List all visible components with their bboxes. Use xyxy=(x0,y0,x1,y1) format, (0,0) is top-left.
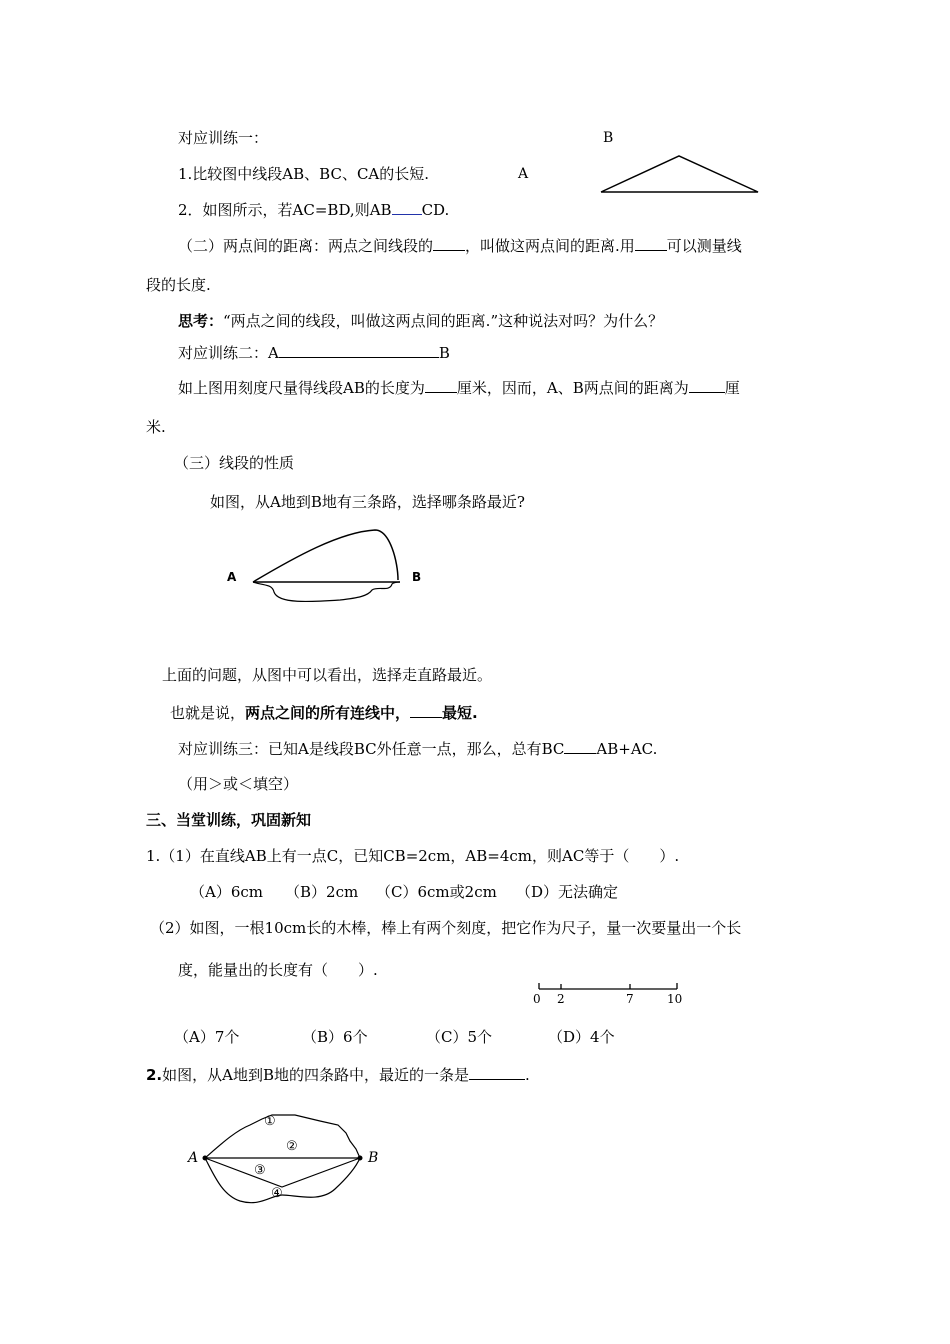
q2-text: 如图，从A地到B地的四条路中，最近的一条是 xyxy=(162,1066,469,1084)
triangle-figure xyxy=(600,154,760,196)
drill2-text-post: B xyxy=(438,344,450,362)
property-answer: 上面的问题，从图中可以看出，选择走直路最近。 xyxy=(162,666,493,684)
distance-text-b: ，叫做这两点间的距离.用 xyxy=(465,237,635,255)
drill3-hint: （用＞或＜填空） xyxy=(178,775,299,793)
conclusion-bold-a: 两点之间的所有连线中， xyxy=(245,704,411,722)
practice-q1-2-option-b[interactable]: （B）6个 xyxy=(302,1028,368,1046)
property-question: 如图，从A地到B地有三条路，选择哪条路最近? xyxy=(210,493,525,511)
q2-number: 2. xyxy=(146,1066,163,1084)
practice-q1-2-option-c[interactable]: （C）5个 xyxy=(426,1028,493,1046)
distance-blank-2[interactable] xyxy=(635,236,667,251)
ruler-tick-0: 0 xyxy=(533,992,541,1006)
road-4-label: ④ xyxy=(271,1186,283,1201)
q2-blank[interactable] xyxy=(469,1065,525,1080)
q2-answer-blank[interactable] xyxy=(392,200,422,215)
distance-text-a: （二）两点间的距离：两点之间线段的 xyxy=(178,237,434,255)
triangle-label-a: A xyxy=(518,166,529,182)
measure-line2: 米. xyxy=(146,418,166,436)
practice-q1-1-option-a[interactable]: （A）6cm xyxy=(190,883,264,901)
four-roads-figure xyxy=(200,1105,370,1215)
practice-q1-1: 1.（1）在直线AB上有一点C，已知CB=2cm，AB=4cm，则AC等于（ ）. xyxy=(146,847,680,865)
practice-q1-2-line1: （2）如图，一根10cm长的木棒，棒上有两个刻度，把它作为尺子，量一次要量出一个长 xyxy=(150,919,742,937)
ruler-figure xyxy=(530,980,690,1010)
drill3-line xyxy=(178,739,657,759)
measure-line1 xyxy=(178,378,740,398)
road-2-label: ② xyxy=(286,1139,298,1154)
conclusion-blank[interactable] xyxy=(410,703,442,718)
ruler-tick-7: 7 xyxy=(626,992,634,1006)
drill1-question-2 xyxy=(178,200,449,220)
practice-heading: 三、当堂训练，巩固新知 xyxy=(146,811,312,829)
measure-blank-2[interactable] xyxy=(689,378,725,393)
drill3-text-post: AB+AC. xyxy=(596,740,658,758)
q2-end: . xyxy=(525,1066,530,1084)
roads-label-b: B xyxy=(412,570,422,584)
measure-text-c: 厘 xyxy=(724,379,740,397)
practice-q1-1-option-b[interactable]: （B）2cm xyxy=(285,883,359,901)
conclusion-text-pre: 也就是说， xyxy=(170,704,246,722)
four-roads-label-a: A xyxy=(188,1150,199,1166)
q2-text-post: CD. xyxy=(421,201,450,219)
conclusion-bold-b: 最短. xyxy=(442,704,478,722)
drill3-text-pre: 对应训练三：已知A是线段BC外任意一点，那么，总有BC xyxy=(178,740,565,758)
measure-text-a: 如上图用刻度尺量得线段AB的长度为 xyxy=(178,379,425,397)
drill2-line xyxy=(178,343,450,363)
measure-blank-1[interactable] xyxy=(425,378,457,393)
practice-q1-2-option-a[interactable]: （A）7个 xyxy=(174,1028,240,1046)
practice-q1-1-option-c[interactable]: （C）6cm或2cm xyxy=(376,883,497,901)
property-title: （三）线段的性质 xyxy=(174,454,295,472)
measure-text-b: 厘米，因而，A、B两点间的距离为 xyxy=(456,379,689,397)
property-conclusion xyxy=(170,703,478,723)
practice-q1-2-line2: 度，能量出的长度有（ ）. xyxy=(178,961,378,979)
drill1-title: 对应训练一： xyxy=(178,129,269,147)
road-3-label: ③ xyxy=(254,1163,266,1178)
distance-definition-line2: 段的长度. xyxy=(146,276,211,294)
distance-blank-1[interactable] xyxy=(433,236,465,251)
think-question xyxy=(178,311,663,331)
roads-label-a: A xyxy=(227,570,237,584)
distance-text-c: 可以测量线 xyxy=(666,237,742,255)
ruler-tick-10: 10 xyxy=(667,992,683,1006)
drill2-segment-ab xyxy=(279,343,439,358)
practice-q2 xyxy=(146,1065,530,1085)
triangle-label-b: B xyxy=(603,130,614,146)
four-roads-label-b: B xyxy=(368,1150,379,1166)
think-text: “两点之间的线段，叫做这两点间的距离.”这种说法对吗？为什么？ xyxy=(223,312,664,330)
ruler-tick-2: 2 xyxy=(557,992,565,1006)
practice-q1-1-option-d[interactable]: （D）无法确定 xyxy=(516,883,619,901)
drill3-blank[interactable] xyxy=(564,739,596,754)
practice-q1-2-option-d[interactable]: （D）4个 xyxy=(548,1028,615,1046)
think-label: 思考： xyxy=(178,312,224,330)
q2-text-pre: 2．如图所示，若AC=BD,则AB xyxy=(178,201,392,219)
drill1-question-1: 1.比较图中线段AB、BC、CA的长短. xyxy=(178,165,430,183)
road-1-label: ① xyxy=(264,1114,276,1129)
three-roads-figure xyxy=(240,522,410,608)
distance-definition-line1 xyxy=(178,236,742,256)
drill2-text-pre: 对应训练二：A xyxy=(178,344,279,362)
